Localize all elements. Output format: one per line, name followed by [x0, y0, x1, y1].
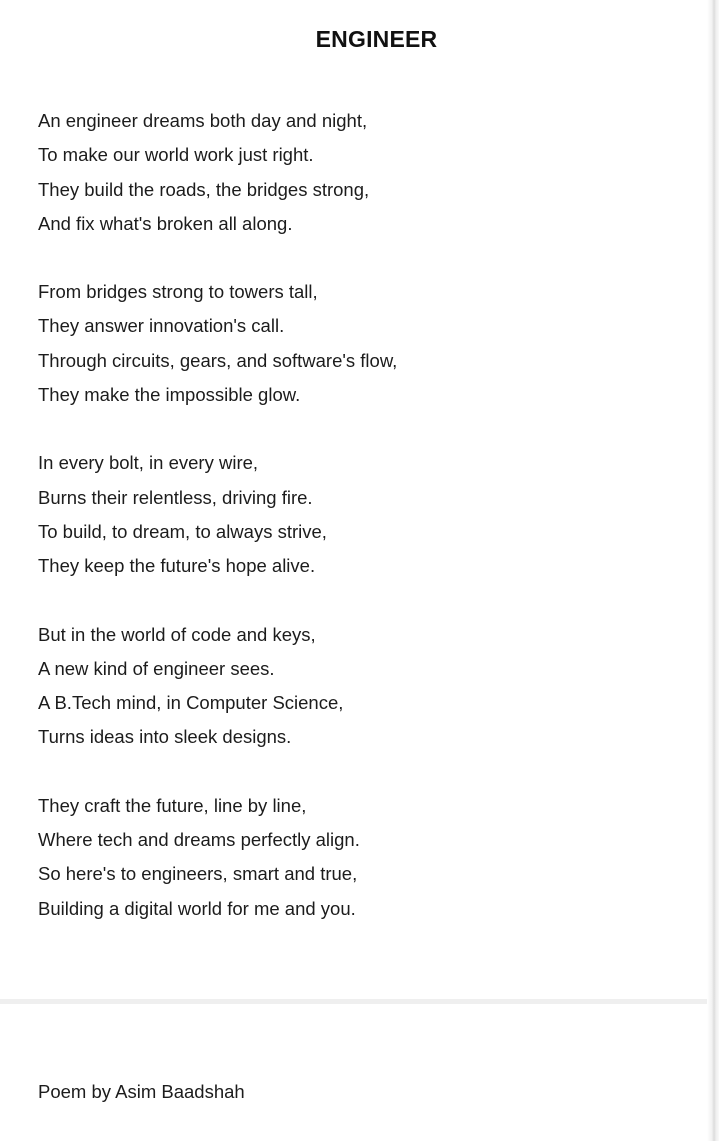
stanza-4	[38, 618, 658, 755]
poem-line: To make our world work just right.	[38, 144, 314, 166]
poem-line: So here's to engineers, smart and true,	[38, 863, 358, 885]
poem-line: From bridges strong to towers tall,	[38, 281, 318, 303]
poem-line: A new kind of engineer sees.	[38, 657, 275, 679]
poem-line: To build, to dream, to always strive,	[38, 520, 327, 542]
poem-line: They make the impossible glow.	[38, 384, 301, 406]
page-edge	[707, 0, 719, 1141]
poem-line: Through circuits, gears, and software's flow,	[38, 349, 398, 371]
poem-line: They answer innovation's call.	[38, 315, 285, 337]
poem-line: Building a digital world for me and you.	[38, 897, 356, 919]
poem-line: They keep the future's hope alive.	[38, 555, 316, 577]
section-divider	[0, 999, 707, 1004]
poem-line: And fix what's broken all along.	[38, 212, 293, 234]
poem-line: An engineer dreams both day and night,	[38, 110, 368, 131]
poem-line: Turns ideas into sleek designs.	[38, 726, 292, 748]
stanza-1	[38, 104, 658, 241]
poem-line: They craft the future, line by line,	[38, 794, 307, 816]
stanza-3	[38, 446, 658, 583]
poem-line: A B.Tech mind, in Computer Science,	[38, 692, 344, 714]
poem-line: In every bolt, in every wire,	[38, 452, 259, 474]
stanza-5	[38, 789, 658, 926]
poem-line: Burns their relentless, driving fire.	[38, 486, 313, 508]
stanza-2	[38, 275, 658, 412]
poem-line: But in the world of code and keys,	[38, 623, 316, 645]
author-credit: Poem by Asim Baadshah	[38, 1081, 245, 1102]
poem-title: ENGINEER	[315, 26, 438, 52]
poem-body	[38, 104, 658, 960]
poem-line: Where tech and dreams perfectly align.	[38, 829, 360, 851]
poem-line: They build the roads, the bridges strong,	[38, 178, 370, 200]
